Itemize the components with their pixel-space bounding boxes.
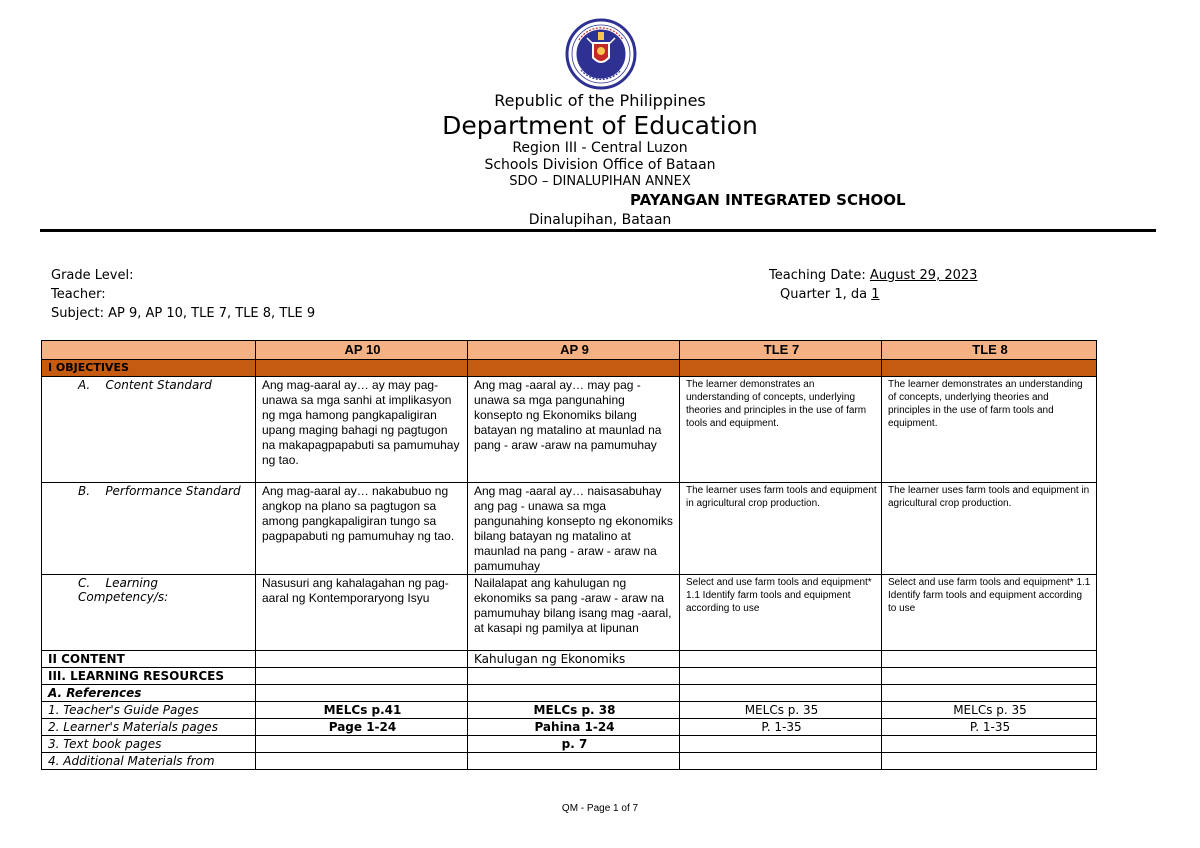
col-tle7: TLE 7 [680, 341, 882, 360]
performance-standard-tle7: The learner uses farm tools and equipment in agricultural crop production. [680, 483, 882, 575]
header-blank [42, 341, 256, 360]
school-name-text: PAYANGAN INTEGRATED SCHOOL [630, 191, 906, 209]
performance-standard-tle8: The learner uses farm tools and equipment in agricultural crop production. [882, 483, 1097, 575]
resources-cell [680, 668, 882, 685]
learners-materials-row [42, 719, 1097, 736]
content-standard-ap9: Ang mag -aaral ay… may pag -unawa sa mga pangunahing konsepto ng Ekonomiks bilang batayan ng matalino at maunlad na pang - araw -araw na pamumuhay [468, 377, 680, 483]
teachers-guide-tle8: MELCs p. 35 [882, 702, 1097, 719]
page-footer: QM - Page 1 of 7 [561, 803, 639, 814]
learning-competency-tle7: Select and use farm tools and equipment* 1.1 Identify farm tools and equipment according to use [680, 575, 882, 651]
references-cell [882, 685, 1097, 702]
location-line: Dinalupihan, Bataan [528, 212, 672, 228]
objectives-cell [256, 360, 468, 377]
teachers-guide-label: 1. Teacher's Guide Pages [42, 702, 256, 719]
col-ap9: AP 9 [468, 341, 680, 360]
resources-cell [256, 668, 468, 685]
annex-line: SDO – DINALUPIHAN ANNEX [509, 174, 691, 189]
content-standard-text: Content Standard [105, 378, 212, 392]
textbook-tle8 [882, 736, 1097, 753]
textbook-label: 3. Text book pages [42, 736, 256, 753]
objectives-cell [882, 360, 1097, 377]
content-tle8 [882, 651, 1097, 668]
division-line: Schools Division Office of Bataan [484, 157, 716, 173]
content-standard-tle7: The learner demonstrates an understanding of concepts, underlying theories and principles in the use of farm tools and equipment. [680, 377, 882, 483]
teacher-label: Teacher: [51, 287, 106, 302]
learning-competency-letter: C. [78, 576, 91, 590]
objectives-cell [680, 360, 882, 377]
resources-row [42, 668, 1097, 685]
content-ap10 [256, 651, 468, 668]
performance-standard-text: Performance Standard [105, 484, 241, 498]
objectives-label: I OBJECTIVES [42, 360, 256, 377]
col-ap10: AP 10 [256, 341, 468, 360]
department-title: Department of Education [442, 111, 758, 140]
content-tle7 [680, 651, 882, 668]
learning-competency-label [42, 575, 256, 651]
learners-materials-tle7: P. 1-35 [680, 719, 882, 736]
resources-cell [468, 668, 680, 685]
content-standard-label [42, 377, 256, 483]
quarter-line [780, 287, 880, 302]
content-label: II CONTENT [42, 651, 256, 668]
resources-label: III. LEARNING RESOURCES [42, 668, 256, 685]
teachers-guide-ap10: MELCs p.41 [256, 702, 468, 719]
teaching-date-label: Teaching Date: [769, 268, 870, 283]
region-line: Region III - Central Luzon [512, 140, 688, 156]
references-cell [680, 685, 882, 702]
additional-materials-label: 4. Additional Materials from [42, 753, 256, 770]
additional-materials-row [42, 753, 1097, 770]
subject-line: Subject: AP 9, AP 10, TLE 7, TLE 8, TLE 9 [51, 306, 316, 321]
performance-standard-letter: B. [78, 484, 91, 498]
learners-materials-ap9: Pahina 1-24 [468, 719, 680, 736]
objectives-cell [468, 360, 680, 377]
learning-competency-ap10: Nasusuri ang kahalagahan ng pag-aaral ng Kontemporaryong Isyu [256, 575, 468, 651]
content-standard-tle8: The learner demonstrates an understanding of concepts, underlying theories and principles in the use of farm tools and equipment. [882, 377, 1097, 483]
teachers-guide-tle7: MELCs p. 35 [680, 702, 882, 719]
learners-materials-tle8: P. 1-35 [882, 719, 1097, 736]
textbook-ap10 [256, 736, 468, 753]
quarter-label: Quarter 1, da [780, 287, 872, 302]
content-ap9: Kahulugan ng Ekonomiks [468, 651, 680, 668]
references-cell [256, 685, 468, 702]
references-label: A. References [42, 685, 256, 702]
performance-standard-label [42, 483, 256, 575]
content-row [42, 651, 1097, 668]
references-cell [468, 685, 680, 702]
learners-materials-label: 2. Learner's Materials pages [42, 719, 256, 736]
learning-competency-text: Learning Competency/s: [78, 576, 169, 604]
performance-standard-ap9: Ang mag -aaral ay… naisasabuhay ang pag - unawa sa mga pangunahing konsepto ng ekonomiks bilang batayan ng matalino at maunlad na pang - araw - araw na pamumuhay [468, 483, 680, 575]
additional-tle8 [882, 753, 1097, 770]
learning-competency-tle8: Select and use farm tools and equipment* 1.1 Identify farm tools and equipment according to use [882, 575, 1097, 651]
additional-tle7 [680, 753, 882, 770]
content-standard-ap10: Ang mag-aaral ay… ay may pag-unawa sa mga sanhi at implikasyon ng mga hamong pangkapaligiran upang maging bahagi ng pagtugon na makapagpapabuti sa pamumuhay ng tao. [256, 377, 468, 483]
teachers-guide-row [42, 702, 1097, 719]
additional-ap10 [256, 753, 468, 770]
quarter-day: 1 [871, 287, 880, 302]
learning-competency-row [42, 575, 1097, 651]
additional-ap9 [468, 753, 680, 770]
republic-line: Republic of the Philippines [494, 91, 706, 110]
performance-standard-row [42, 483, 1097, 575]
teaching-date-value: August 29, 2023 [869, 268, 978, 283]
references-row [42, 685, 1097, 702]
resources-cell [882, 668, 1097, 685]
objectives-row [42, 360, 1097, 377]
textbook-tle7 [680, 736, 882, 753]
performance-standard-ap10: Ang mag-aaral ay… nakabubuo ng angkop na plano sa pagtugon sa among pangkapaligiran tungo sa pagpapabuti ng pamumuhay ng tao. [256, 483, 468, 575]
content-standard-letter: A. [78, 378, 91, 392]
school-name [0, 191, 1200, 209]
dll-table [41, 340, 1097, 770]
deped-seal [565, 18, 637, 90]
content-standard-row [42, 377, 1097, 483]
grade-level-label: Grade Level: [51, 268, 134, 283]
textbook-row [42, 736, 1097, 753]
header-rule [40, 229, 1156, 232]
learning-competency-ap9: Nailalapat ang kahulugan ng ekonomiks sa pang -araw - araw na pamumuhay bilang isang mag -aaral, at kasapi ng pamilya at lipunan [468, 575, 680, 651]
column-header-row [42, 341, 1097, 360]
textbook-ap9: p. 7 [468, 736, 680, 753]
teaching-date [769, 268, 977, 283]
learners-materials-ap10: Page 1-24 [256, 719, 468, 736]
col-tle8: TLE 8 [882, 341, 1097, 360]
teachers-guide-ap9: MELCs p. 38 [468, 702, 680, 719]
